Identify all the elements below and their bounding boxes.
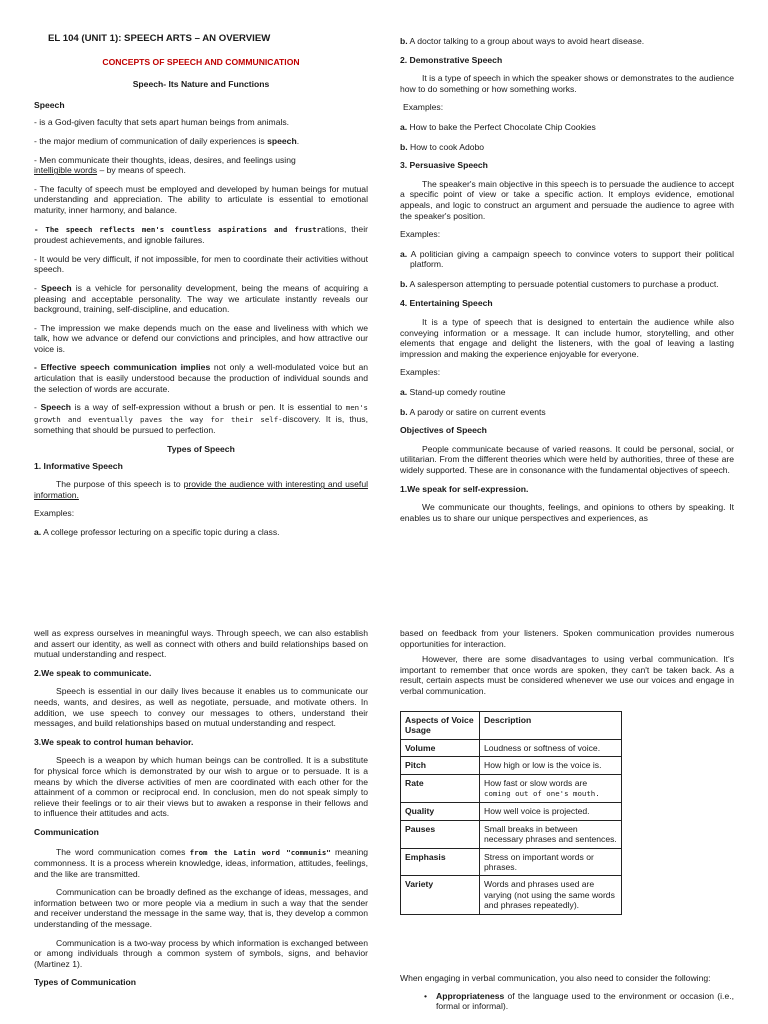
- example-item: a. A college professor lecturing on a specific topic during a class.: [34, 527, 280, 537]
- bullet-icon: •: [424, 990, 428, 1001]
- right-column-footer: [400, 973, 734, 1012]
- aspect-cell: Variety: [401, 876, 480, 914]
- aspect-cell: Pauses: [401, 820, 480, 848]
- disadvantages-text: However, there are some disadvantages to using verbal communication. It's important to remember that once words are spoken, they can't be taken back. As a result, certain aspects must be considered whenever we use our voices and engage in verbal communication.: [400, 654, 734, 696]
- communication-text: The word communication comes from the Latin word "communis" meaning commonness. It is a process wherein knowledge, ideas, information, attitudes, feelings, and the like are transmitted.: [34, 846, 368, 879]
- table-row: [401, 803, 622, 820]
- informative-text: The purpose of this speech is to provide the audience with interesting and useful information.: [34, 479, 369, 500]
- types-heading: Types of Speech: [167, 444, 235, 455]
- persuasive-heading: 3. Persuasive Speech: [400, 160, 488, 171]
- doc-header: EL 104 (UNIT 1): SPEECH ARTS – AN OVERVIEW: [48, 33, 271, 44]
- objective-2-text: Speech is essential in our daily lives because it enables us to communicate our needs, wants, and desires, as well as negotiate, persuade, and motivate others. In addition, we use speech to convey our messages to others, understand their messages, and build relationships based on mutual understanding and respect.: [34, 686, 368, 729]
- objective-3-heading: 3.We speak to control human behavior.: [34, 736, 194, 747]
- description-cell: How well voice is projected.: [480, 803, 622, 820]
- description-cell: Small breaks in between necessary phrases and sentences.: [480, 820, 622, 848]
- objective-1-heading: 1.We speak for self-expression.: [400, 483, 529, 494]
- objective-1-text: We communicate our thoughts, feelings, and opinions to others by speaking. It enables us to share our unique perspectives and experiences, as: [400, 502, 734, 523]
- speech-point: - Men communicate their thoughts, ideas, desires, and feelings using intelligible words – by means of speech.: [34, 154, 296, 176]
- description-cell: Words and phrases used are varying (not using the same words and phrases repeatedly).: [480, 876, 622, 914]
- right-column-bottom: [400, 628, 734, 697]
- table-header-description: Description: [480, 712, 622, 740]
- section-subtitle: Speech- Its Nature and Functions: [132, 79, 270, 90]
- red-title: CONCEPTS OF SPEECH AND COMMUNICATION: [102, 56, 300, 67]
- table-header-row: [401, 712, 622, 740]
- communication-text: Communication can be broadly defined as the exchange of ideas, messages, and information between two or more people via a medium in such a way that the sender and receiver understand the message in the same way, that is, they develop a common understanding of the message.: [34, 887, 368, 930]
- table-row: [401, 757, 622, 774]
- description-cell: How high or low is the voice is.: [480, 757, 622, 774]
- description-cell: Loudness or softness of voice.: [480, 739, 622, 756]
- speech-point: - The faculty of speech must be employed and developed by human beings for mutual understanding and appreciation. The ability to articulate is essential to emotional maturity, inner harmony, and balance.: [34, 183, 368, 215]
- communication-heading: Communication: [34, 826, 99, 837]
- informative-heading: 1. Informative Speech: [34, 460, 123, 471]
- left-column-bottom: [34, 628, 368, 988]
- entertaining-text: It is a type of speech that is designed to entertain the audience while also conveying information or a message. It can include humor, storytelling, and other elements that engage and delight the listeners, with the goal of leaving a lasting impression and making the experience enjoyable for everyone.: [400, 317, 734, 359]
- objectives-heading: Objectives of Speech: [400, 425, 487, 436]
- demonstrative-heading: 2. Demonstrative Speech: [400, 54, 503, 65]
- demonstrative-text: It is a type of speech in which the speaker shows or demonstrates to the audience how to do something or how something works.: [400, 73, 734, 94]
- aspect-cell: Rate: [401, 774, 480, 803]
- example-item: b. How to cook Adobo: [400, 141, 485, 152]
- voice-usage-table: [400, 711, 622, 915]
- speech-heading: Speech: [34, 99, 65, 110]
- speech-point: - It would be very difficult, if not impossible, for men to coordinate their activities without speech.: [34, 253, 368, 275]
- continued-text: well as express ourselves in meaningful ways. Through speech, we can also establish and assert our identity, as well as connect with others and build relationships based on mutual understanding and respect.: [34, 628, 368, 660]
- example-item: b. A parody or satire on current events: [400, 406, 546, 417]
- persuasive-text: The speaker's main objective in this speech is to persuade the audience to accept a specific point of view or take a specific action. It employs evidence, emotional appeals, and logic to construct an argument and persuade the audience to agree with the speaker's position.: [400, 178, 734, 221]
- types-of-communication-heading: Types of Communication: [34, 977, 137, 988]
- aspect-cell: Quality: [401, 803, 480, 820]
- speech-point: - is a God-given faculty that sets apart human beings from animals.: [34, 117, 290, 128]
- table-row: [401, 774, 622, 803]
- objective-2-heading: 2.We speak to communicate.: [34, 667, 152, 678]
- continued-text: based on feedback from your listeners. Spoken communication provides numerous opportunities for interaction.: [400, 628, 734, 649]
- bullet-item: [400, 991, 734, 1012]
- verbal-text: When engaging in verbal communication, you also need to consider the following:: [400, 973, 711, 983]
- speech-point: - Speech is a way of self-expression without a brush or pen. It is essential to men's growth and eventually paves the way for their self-discovery. It is, thus, something that should be pursued to perfection.: [34, 402, 368, 436]
- examples-label: Examples:: [400, 229, 441, 240]
- example-item: b. A doctor talking to a group about ways to avoid heart disease.: [400, 36, 645, 46]
- table-row: [401, 848, 622, 876]
- speech-point: - the major medium of communication of daily experiences is speech.: [34, 135, 300, 146]
- examples-label: Examples:: [400, 367, 441, 378]
- table-header-aspect: Aspects of Voice Usage: [401, 712, 480, 740]
- objectives-text: People communicate because of varied reasons. It could be personal, social, or utilitarian. From the different theories which were held by authorities, three of these are widely supported. These are in consonance with the fundamental objectives of speech.: [400, 443, 734, 476]
- aspect-cell: Pitch: [401, 757, 480, 774]
- example-item: a. Stand-up comedy routine: [400, 387, 506, 398]
- table-row: [401, 739, 622, 756]
- aspect-cell: Emphasis: [401, 848, 480, 876]
- description-cell: Stress on important words or phrases.: [480, 848, 622, 876]
- examples-label: Examples:: [403, 102, 444, 113]
- right-column-top: [400, 36, 734, 523]
- speech-point: - The speech reflects men's countless aspirations and frustrations, their proudest achievements, and ignoble failures.: [34, 223, 368, 246]
- speech-point: - The impression we make depends much on the ease and liveliness with which we talk, how we advance or defend our convictions and principles, and how attractive our voice is.: [34, 322, 368, 354]
- table-row: [401, 876, 622, 914]
- speech-point: - Speech is a vehicle for personality development, being the means of acquiring a pleasing and acceptable personality. The way we articulate instantly reveals our background, training, self-discipline, and education.: [34, 282, 368, 315]
- aspect-cell: Volume: [401, 739, 480, 756]
- bullet-text: Appropriateness of the language used to the environment or occasion (i.e., formal or informal).: [436, 990, 734, 1012]
- examples-label: Examples:: [34, 508, 75, 519]
- objective-3-text: Speech is a weapon by which human beings can be controlled. It is a substitute for physical force which is demonstrated by our wish to argue or to persuade. It is a means by which the diverse activities of men are coordinated with each other for the attainment of a common or reciprocal end. In conclusion, men do not speak simply to relieve their feelings or to air their views but to awaken a response in their fellows and to influence their attitudes and acts.: [34, 755, 368, 819]
- example-item: a. How to bake the Perfect Chocolate Chip Cookies: [400, 121, 596, 132]
- communication-text: Communication is a two-way process by which information is exchanged between or among individuals through a common system of symbols, signs, and behavior (Martinez 1).: [34, 937, 368, 969]
- entertaining-heading: 4. Entertaining Speech: [400, 297, 493, 308]
- example-item: a. A politician giving a campaign speech to convince voters to support their political platform.: [400, 248, 734, 270]
- left-column-top: [34, 34, 368, 538]
- description-cell: How fast or slow words are coming out of one's mouth.: [480, 774, 622, 803]
- table-row: [401, 820, 622, 848]
- example-item: b. A salesperson attempting to persuade potential customers to purchase a product.: [400, 278, 719, 289]
- speech-point: - Effective speech communication implies not only a well-modulated voice but an articulation that is easily understood because the production of individual sounds and the selection of words are accurate.: [34, 362, 369, 394]
